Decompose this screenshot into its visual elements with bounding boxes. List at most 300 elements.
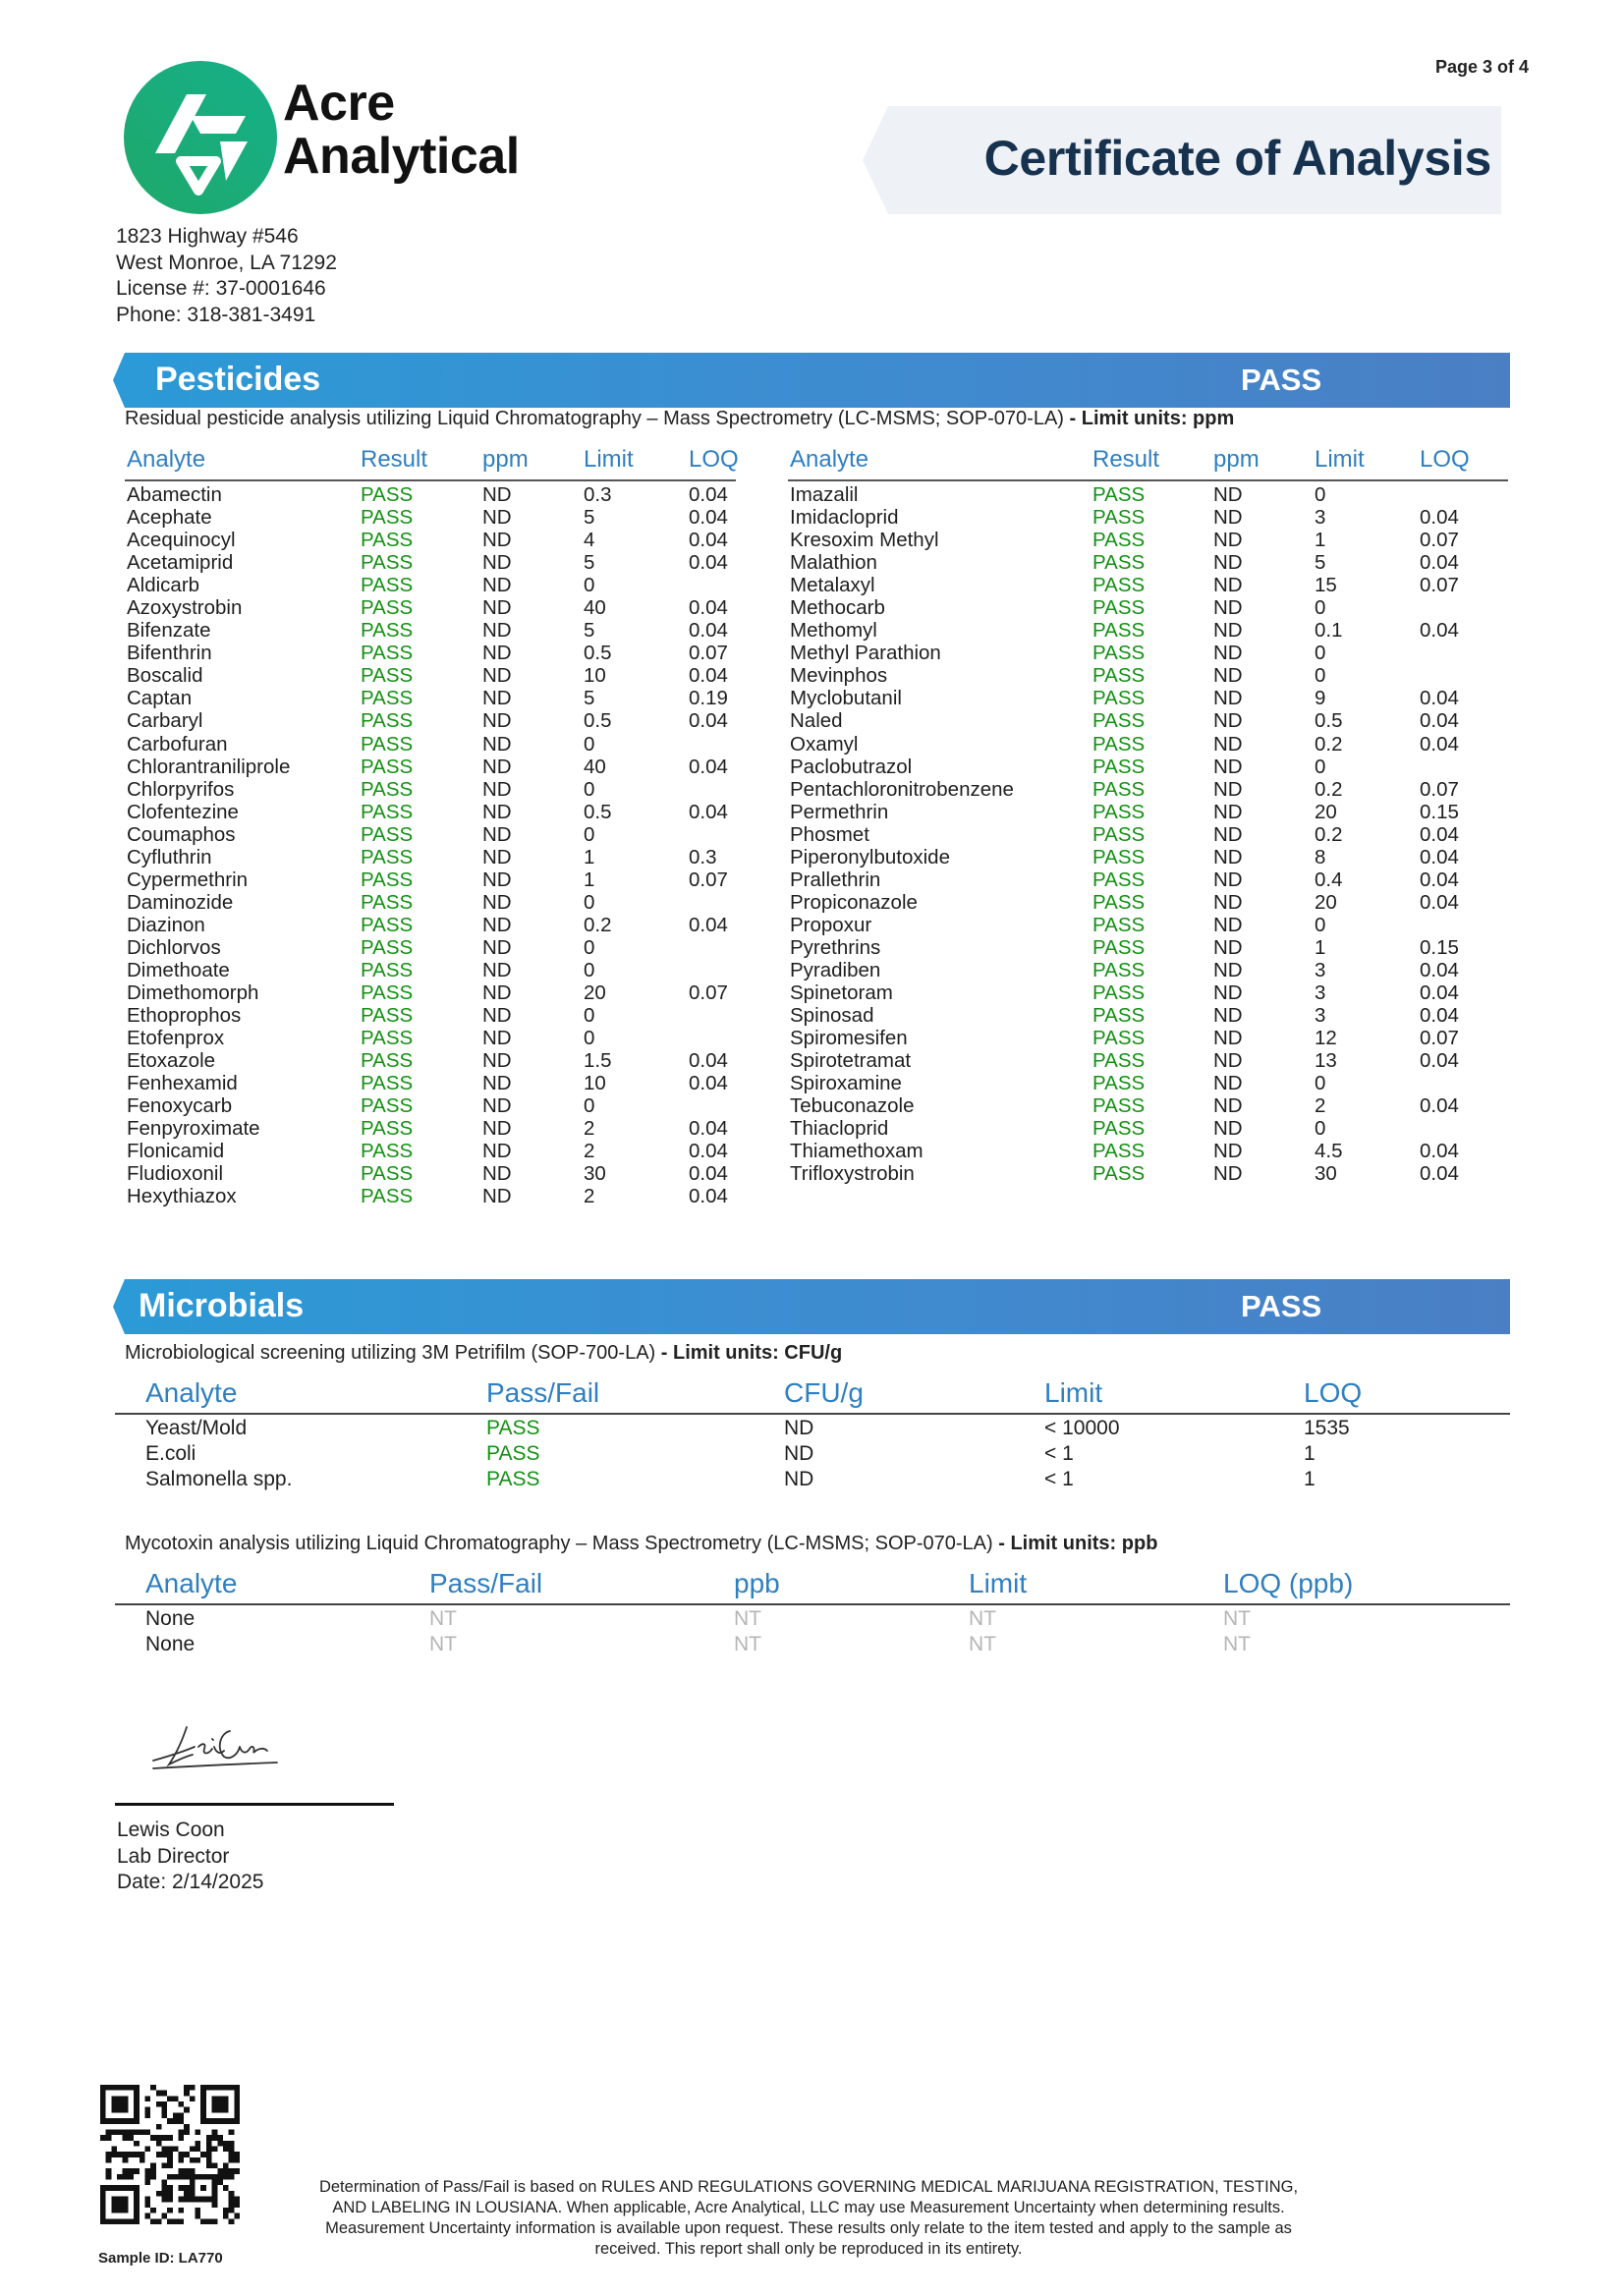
result-cell: PASS xyxy=(1092,1004,1146,1028)
ppm-cell: ND xyxy=(482,709,512,733)
loq-cell: 0.04 xyxy=(689,1162,728,1186)
limit-cell: 0 xyxy=(584,777,595,801)
result-cell: PASS xyxy=(361,1094,414,1118)
analyte-cell: Fenoxycarb xyxy=(127,1094,233,1118)
result-cell: PASS xyxy=(361,1185,414,1208)
loq-cell: 0.04 xyxy=(1420,709,1459,733)
loq-cell: 0.07 xyxy=(689,981,728,1005)
loq-cell: NT xyxy=(1223,1633,1251,1655)
analyte-cell: Flonicamid xyxy=(127,1140,225,1163)
result-cell: PASS xyxy=(361,732,414,756)
table-row xyxy=(115,1441,1510,1467)
result-cell: PASS xyxy=(1092,868,1146,891)
table-row xyxy=(788,1094,1508,1117)
pass-fail-cell: PASS xyxy=(486,1442,540,1465)
analyte-cell: Cypermethrin xyxy=(127,868,249,891)
table-row xyxy=(125,574,736,596)
loq-cell: 0.04 xyxy=(689,506,728,530)
header-pass-fail: Pass/Fail xyxy=(429,1568,543,1598)
analyte-cell: Methomyl xyxy=(790,619,877,643)
limit-cell: 5 xyxy=(584,551,595,575)
ppm-cell: ND xyxy=(1213,732,1243,756)
loq-cell: 0.04 xyxy=(1420,506,1459,530)
analyte-cell: Pyradiben xyxy=(790,958,881,981)
analyte-cell: Dichlorvos xyxy=(127,935,221,959)
ppm-cell: ND xyxy=(482,822,512,846)
header-result: Result xyxy=(1092,446,1160,473)
loq-cell: 0.04 xyxy=(689,800,728,823)
header-limit: Limit xyxy=(969,1568,1028,1598)
lab-name xyxy=(283,77,520,183)
result-cell: PASS xyxy=(1092,1027,1146,1050)
limit-cell: 9 xyxy=(1315,687,1326,710)
ppm-cell: ND xyxy=(482,755,512,778)
analyte-cell: Bifenzate xyxy=(127,619,211,643)
table-row xyxy=(788,914,1508,936)
pesticides-table-left xyxy=(125,442,739,1208)
limit-cell: 12 xyxy=(1315,1027,1337,1050)
analyte-cell: Propiconazole xyxy=(790,890,918,914)
ppm-cell: ND xyxy=(482,574,512,597)
ppm-cell: ND xyxy=(1213,1049,1243,1073)
address-line2: West Monroe, LA 71292 xyxy=(116,251,337,274)
loq-cell: 0.04 xyxy=(1420,1004,1459,1028)
table-row xyxy=(125,801,736,823)
ppm-cell: ND xyxy=(482,1117,512,1141)
analyte-cell: Spinosad xyxy=(790,1004,874,1028)
ppm-cell: ND xyxy=(482,935,512,959)
loq-cell: 0.04 xyxy=(689,1140,728,1163)
limit-cell: 8 xyxy=(1315,845,1326,868)
loq-cell: 1 xyxy=(1304,1442,1316,1465)
loq-cell: 0.04 xyxy=(1420,1049,1459,1073)
limit-cell: 15 xyxy=(1315,574,1337,597)
signer-title: Lab Director xyxy=(117,1844,230,1868)
signer-block xyxy=(117,1818,263,1896)
qr-code[interactable] xyxy=(100,2085,240,2224)
result-cell: PASS xyxy=(1092,664,1146,688)
result-cell: PASS xyxy=(361,551,414,575)
result-cell: PASS xyxy=(1092,551,1146,575)
ppm-cell: ND xyxy=(482,687,512,710)
loq-cell: NT xyxy=(1223,1607,1251,1630)
analyte-cell: E.coli xyxy=(145,1442,196,1465)
ppm-cell: ND xyxy=(482,845,512,868)
ppm-cell: ND xyxy=(482,777,512,801)
table-row xyxy=(788,574,1508,596)
microbials-method: Microbiological screening utilizing 3M Petrifilm (SOP-700-LA) xyxy=(125,1342,656,1364)
result-cell: PASS xyxy=(361,574,414,597)
limit-cell: 20 xyxy=(1315,800,1337,823)
table-header xyxy=(788,442,1508,481)
result-cell: PASS xyxy=(1092,800,1146,823)
analyte-cell: Acetamiprid xyxy=(127,551,234,575)
loq-cell: 0.04 xyxy=(1420,868,1459,891)
pesticides-units: - Limit units: ppm xyxy=(1063,408,1235,429)
header-analyte: Analyte xyxy=(790,446,869,473)
result-cell: PASS xyxy=(1092,1072,1146,1095)
analyte-cell: Methocarb xyxy=(790,596,885,620)
pesticides-method: Residual pesticide analysis utilizing Liquid Chromatography – Mass Spectrometry (LC-MSMS; SOP-070-LA) xyxy=(125,408,1064,429)
limit-cell: 0.5 xyxy=(584,709,612,733)
ppm-cell: ND xyxy=(482,642,512,665)
analyte-cell: Methyl Parathion xyxy=(790,642,941,665)
result-cell: PASS xyxy=(1092,913,1146,936)
limit-cell: 5 xyxy=(584,619,595,643)
limit-cell: 0 xyxy=(584,935,595,959)
table-row xyxy=(125,778,736,801)
table-row xyxy=(125,1072,736,1094)
title-banner xyxy=(888,106,1501,214)
limit-cell: 1 xyxy=(1315,529,1326,552)
header-limit: Limit xyxy=(1315,446,1365,473)
ppm-cell: ND xyxy=(482,1072,512,1095)
analyte-cell: Cyfluthrin xyxy=(127,845,212,868)
table-row xyxy=(788,709,1508,732)
table-row xyxy=(115,1416,1510,1441)
ppm-cell: ND xyxy=(1213,1094,1243,1118)
result-cell: PASS xyxy=(361,822,414,846)
header-loq: LOQ xyxy=(1420,446,1470,473)
table-row xyxy=(788,1140,1508,1162)
table-row xyxy=(125,596,736,619)
loq-cell: 0.04 xyxy=(689,709,728,733)
analyte-cell: Naled xyxy=(790,709,843,733)
result-cell: PASS xyxy=(1092,529,1146,552)
table-row xyxy=(115,1632,1510,1657)
result-cell: PASS xyxy=(1092,687,1146,710)
table-row xyxy=(788,1162,1508,1185)
pass-fail-cell: PASS xyxy=(486,1468,540,1490)
limit-cell: 13 xyxy=(1315,1049,1337,1073)
table-row xyxy=(125,846,736,868)
analyte-cell: Pentachloronitrobenzene xyxy=(790,777,1014,801)
result-cell: PASS xyxy=(1092,981,1146,1005)
analyte-cell: Chlorantraniliprole xyxy=(127,755,291,778)
mycotoxins-method: Mycotoxin analysis utilizing Liquid Chromatography – Mass Spectrometry (LC-MSMS; SOP-070-LA) xyxy=(125,1533,993,1554)
analyte-cell: Ethoprophos xyxy=(127,1004,242,1028)
loq-cell: 0.04 xyxy=(689,1185,728,1208)
microbials-section-header xyxy=(125,1279,1510,1334)
result-cell: PASS xyxy=(1092,845,1146,868)
ppm-cell: ND xyxy=(482,529,512,552)
signature-line xyxy=(115,1803,394,1806)
limit-cell: 0 xyxy=(584,822,595,846)
ppm-cell: ND xyxy=(1213,483,1243,506)
limit-cell: 0 xyxy=(584,574,595,597)
result-cell: PASS xyxy=(1092,642,1146,665)
table-row xyxy=(788,664,1508,687)
result-cell: PASS xyxy=(361,1162,414,1186)
loq-cell: 0.15 xyxy=(1420,935,1459,959)
analyte-cell: Carbofuran xyxy=(127,732,228,756)
pesticides-description xyxy=(125,408,1234,430)
table-row xyxy=(788,756,1508,778)
table-row xyxy=(788,619,1508,642)
table-row xyxy=(788,1004,1508,1027)
ppm-cell: ND xyxy=(1213,777,1243,801)
analyte-cell: Abamectin xyxy=(127,483,222,506)
limit-cell: 0.2 xyxy=(584,913,612,936)
ppm-cell: ND xyxy=(1213,913,1243,936)
ppm-cell: ND xyxy=(1213,529,1243,552)
loq-cell: 0.15 xyxy=(1420,800,1459,823)
microbials-description xyxy=(125,1342,842,1365)
result-cell: PASS xyxy=(1092,822,1146,846)
loq-cell: 0.04 xyxy=(1420,890,1459,914)
result-cell: PASS xyxy=(1092,619,1146,643)
analyte-cell: Etoxazole xyxy=(127,1049,216,1073)
result-cell: PASS xyxy=(1092,709,1146,733)
result-cell: PASS xyxy=(1092,890,1146,914)
result-cell: PASS xyxy=(361,687,414,710)
loq-cell: 0.04 xyxy=(1420,981,1459,1005)
ppm-cell: ND xyxy=(1213,800,1243,823)
limit-cell: 3 xyxy=(1315,981,1326,1005)
analyte-cell: Clofentezine xyxy=(127,800,239,823)
loq-cell: 0.3 xyxy=(689,845,717,868)
document-title: Certificate of Analysis xyxy=(983,131,1491,186)
result-cell: PASS xyxy=(361,1117,414,1141)
cfu-cell: ND xyxy=(784,1468,814,1490)
loq-cell: 0.04 xyxy=(689,1072,728,1095)
result-cell: PASS xyxy=(361,1072,414,1095)
limit-cell: 0 xyxy=(1315,664,1326,688)
microbials-units: - Limit units: CFU/g xyxy=(655,1342,843,1364)
loq-cell: 0.04 xyxy=(689,1049,728,1073)
limit-cell: 0 xyxy=(584,958,595,981)
analyte-cell: Thiamethoxam xyxy=(790,1140,924,1163)
loq-cell: 0.04 xyxy=(1420,1094,1459,1118)
ppm-cell: ND xyxy=(482,1185,512,1208)
license-number: License #: 37-0001646 xyxy=(116,277,326,300)
analyte-cell: Piperonylbutoxide xyxy=(790,845,950,868)
table-row xyxy=(788,596,1508,619)
limit-cell: 0.1 xyxy=(1315,619,1343,643)
analyte-cell: Spinetoram xyxy=(790,981,893,1005)
table-row xyxy=(788,868,1508,891)
loq-cell: 0.07 xyxy=(689,868,728,891)
result-cell: PASS xyxy=(361,1027,414,1050)
result-cell: PASS xyxy=(361,958,414,981)
address-line1: 1823 Highway #546 xyxy=(116,225,299,248)
result-cell: PASS xyxy=(361,935,414,959)
limit-cell: 40 xyxy=(584,596,606,620)
analyte-cell: Fenpyroximate xyxy=(127,1117,260,1141)
result-cell: PASS xyxy=(361,800,414,823)
mycotoxins-description xyxy=(125,1533,1157,1555)
ppm-cell: ND xyxy=(482,981,512,1005)
table-row xyxy=(788,687,1508,709)
loq-cell: 0.04 xyxy=(1420,619,1459,643)
pass-fail-cell: NT xyxy=(429,1607,457,1630)
analyte-cell: Diazinon xyxy=(127,913,205,936)
result-cell: PASS xyxy=(361,868,414,891)
table-row xyxy=(788,483,1508,506)
ppm-cell: ND xyxy=(482,958,512,981)
analyte-cell: Dimethoate xyxy=(127,958,230,981)
ppm-cell: ND xyxy=(1213,1004,1243,1028)
result-cell: PASS xyxy=(361,642,414,665)
loq-cell: 0.04 xyxy=(689,755,728,778)
table-row xyxy=(788,529,1508,551)
result-cell: PASS xyxy=(361,845,414,868)
limit-cell: 10 xyxy=(584,1072,606,1095)
loq-cell: 0.07 xyxy=(1420,574,1459,597)
table-row xyxy=(788,801,1508,823)
limit-cell: 40 xyxy=(584,755,606,778)
analyte-cell: Acephate xyxy=(127,506,212,530)
analyte-cell: Acequinocyl xyxy=(127,529,236,552)
table-row xyxy=(125,891,736,914)
analyte-cell: Malathion xyxy=(790,551,877,575)
pesticides-table-right xyxy=(788,442,1508,1185)
table-row xyxy=(788,1117,1508,1140)
signature-date: Date: 2/14/2025 xyxy=(117,1871,264,1893)
analyte-cell: Spiromesifen xyxy=(790,1027,908,1050)
table-row xyxy=(788,936,1508,959)
limit-cell: NT xyxy=(969,1607,996,1630)
limit-cell: 10 xyxy=(584,664,606,688)
result-cell: PASS xyxy=(1092,1117,1146,1141)
table-row xyxy=(125,506,736,529)
table-row xyxy=(125,709,736,732)
ppm-cell: ND xyxy=(482,868,512,891)
result-cell: PASS xyxy=(361,777,414,801)
result-cell: PASS xyxy=(361,483,414,506)
result-cell: PASS xyxy=(361,619,414,643)
analyte-cell: Imidacloprid xyxy=(790,506,899,530)
cfu-cell: ND xyxy=(784,1417,814,1439)
analyte-cell: Fludioxonil xyxy=(127,1162,223,1186)
analyte-cell: Etofenprox xyxy=(127,1027,225,1050)
loq-cell: 0.04 xyxy=(1420,732,1459,756)
analyte-cell: Trifloxystrobin xyxy=(790,1162,915,1186)
pass-fail-cell: PASS xyxy=(486,1417,540,1439)
table-row xyxy=(125,936,736,959)
table-row xyxy=(125,1140,736,1162)
director-signature xyxy=(147,1717,285,1776)
table-row xyxy=(125,1004,736,1027)
header-result: Result xyxy=(361,446,428,473)
ppm-cell: ND xyxy=(1213,664,1243,688)
limit-cell: 0 xyxy=(584,1094,595,1118)
loq-cell: 0.04 xyxy=(689,551,728,575)
header-loq-ppb: LOQ (ppb) xyxy=(1223,1568,1354,1598)
limit-cell: 0 xyxy=(1315,596,1326,620)
table-row xyxy=(125,733,736,756)
limit-cell: 0 xyxy=(1315,642,1326,665)
result-cell: PASS xyxy=(361,1140,414,1163)
analyte-cell: Spiroxamine xyxy=(790,1072,902,1095)
analyte-cell: Captan xyxy=(127,687,193,710)
result-cell: PASS xyxy=(361,506,414,530)
lab-name-line2: Analytical xyxy=(283,128,520,185)
table-row xyxy=(125,914,736,936)
table-row xyxy=(125,1027,736,1049)
analyte-cell: Spirotetramat xyxy=(790,1049,912,1073)
table-row xyxy=(788,981,1508,1004)
table-row xyxy=(788,1027,1508,1049)
limit-cell: 0.2 xyxy=(1315,822,1343,846)
table-row xyxy=(788,506,1508,529)
pesticides-result: PASS xyxy=(1241,363,1322,397)
table-row xyxy=(788,1072,1508,1094)
header-ppb: ppb xyxy=(734,1568,780,1598)
ppm-cell: ND xyxy=(1213,845,1243,868)
analyte-cell: Myclobutanil xyxy=(790,687,902,710)
table-row xyxy=(125,551,736,574)
phone-number: Phone: 318-381-3491 xyxy=(116,303,316,326)
header-limit: Limit xyxy=(1044,1377,1103,1408)
ppm-cell: ND xyxy=(1213,822,1243,846)
limit-cell: 0 xyxy=(584,1027,595,1050)
result-cell: PASS xyxy=(361,1004,414,1028)
loq-cell: 0.04 xyxy=(689,483,728,506)
ppm-cell: ND xyxy=(1213,619,1243,643)
loq-cell: 0.04 xyxy=(1420,1140,1459,1163)
limit-cell: 0.5 xyxy=(584,800,612,823)
limit-cell: 2 xyxy=(584,1185,595,1208)
limit-cell: 0 xyxy=(584,890,595,914)
table-row xyxy=(125,664,736,687)
analyte-cell: Chlorpyrifos xyxy=(127,777,235,801)
result-cell: PASS xyxy=(1092,1049,1146,1073)
cfu-cell: ND xyxy=(784,1442,814,1465)
result-cell: PASS xyxy=(1092,755,1146,778)
table-row xyxy=(115,1606,1510,1632)
lab-name-line1: Acre xyxy=(283,75,395,132)
result-cell: PASS xyxy=(361,529,414,552)
table-row xyxy=(125,483,736,506)
loq-cell: 1 xyxy=(1304,1468,1316,1490)
result-cell: PASS xyxy=(361,664,414,688)
table-row xyxy=(125,687,736,709)
limit-cell: NT xyxy=(969,1633,996,1655)
analyte-cell: Thiacloprid xyxy=(790,1117,889,1141)
limit-cell: 4 xyxy=(584,529,595,552)
analyte-cell: Oxamyl xyxy=(790,732,859,756)
ppm-cell: ND xyxy=(1213,981,1243,1005)
limit-cell: 0 xyxy=(584,732,595,756)
analyte-cell: Pyrethrins xyxy=(790,935,881,959)
footer-disclaimer: Determination of Pass/Fail is based on RULES AND REGULATIONS GOVERNING MEDICAL MARIJUANA REGISTRATION, TESTING, AND LABELING IN LOUSIANA. When applicable, Acre Analytical, LLC may use Measurement Uncertainty when determining results. Measurement Uncertainty information is available upon request. These results only relate to the item tested and apply to the sample as received. This report shall only be reproduced in its entirety. xyxy=(318,2178,1299,2258)
analyte-cell: Hexythiazox xyxy=(127,1185,237,1208)
analyte-cell: Salmonella spp. xyxy=(145,1468,293,1490)
limit-cell: 1.5 xyxy=(584,1049,612,1073)
table-row xyxy=(125,823,736,846)
result-cell: PASS xyxy=(1092,1140,1146,1163)
analyte-cell: Imazalil xyxy=(790,483,859,506)
result-cell: PASS xyxy=(361,1049,414,1073)
loq-cell: 0.04 xyxy=(1420,687,1459,710)
limit-cell: 2 xyxy=(1315,1094,1326,1118)
loq-cell: 0.04 xyxy=(1420,958,1459,981)
limit-cell: 5 xyxy=(1315,551,1326,575)
acre-analytical-logo xyxy=(122,59,279,216)
loq-cell: 1535 xyxy=(1304,1417,1350,1439)
microbials-result: PASS xyxy=(1241,1289,1322,1323)
limit-cell: < 1 xyxy=(1044,1442,1074,1465)
result-cell: PASS xyxy=(361,981,414,1005)
limit-cell: 0 xyxy=(1315,1117,1326,1141)
analyte-cell: None xyxy=(145,1633,196,1655)
result-cell: PASS xyxy=(1092,777,1146,801)
ppm-cell: ND xyxy=(1213,574,1243,597)
ppm-cell: ND xyxy=(1213,687,1243,710)
ppm-cell: ND xyxy=(482,890,512,914)
ppm-cell: ND xyxy=(482,1140,512,1163)
